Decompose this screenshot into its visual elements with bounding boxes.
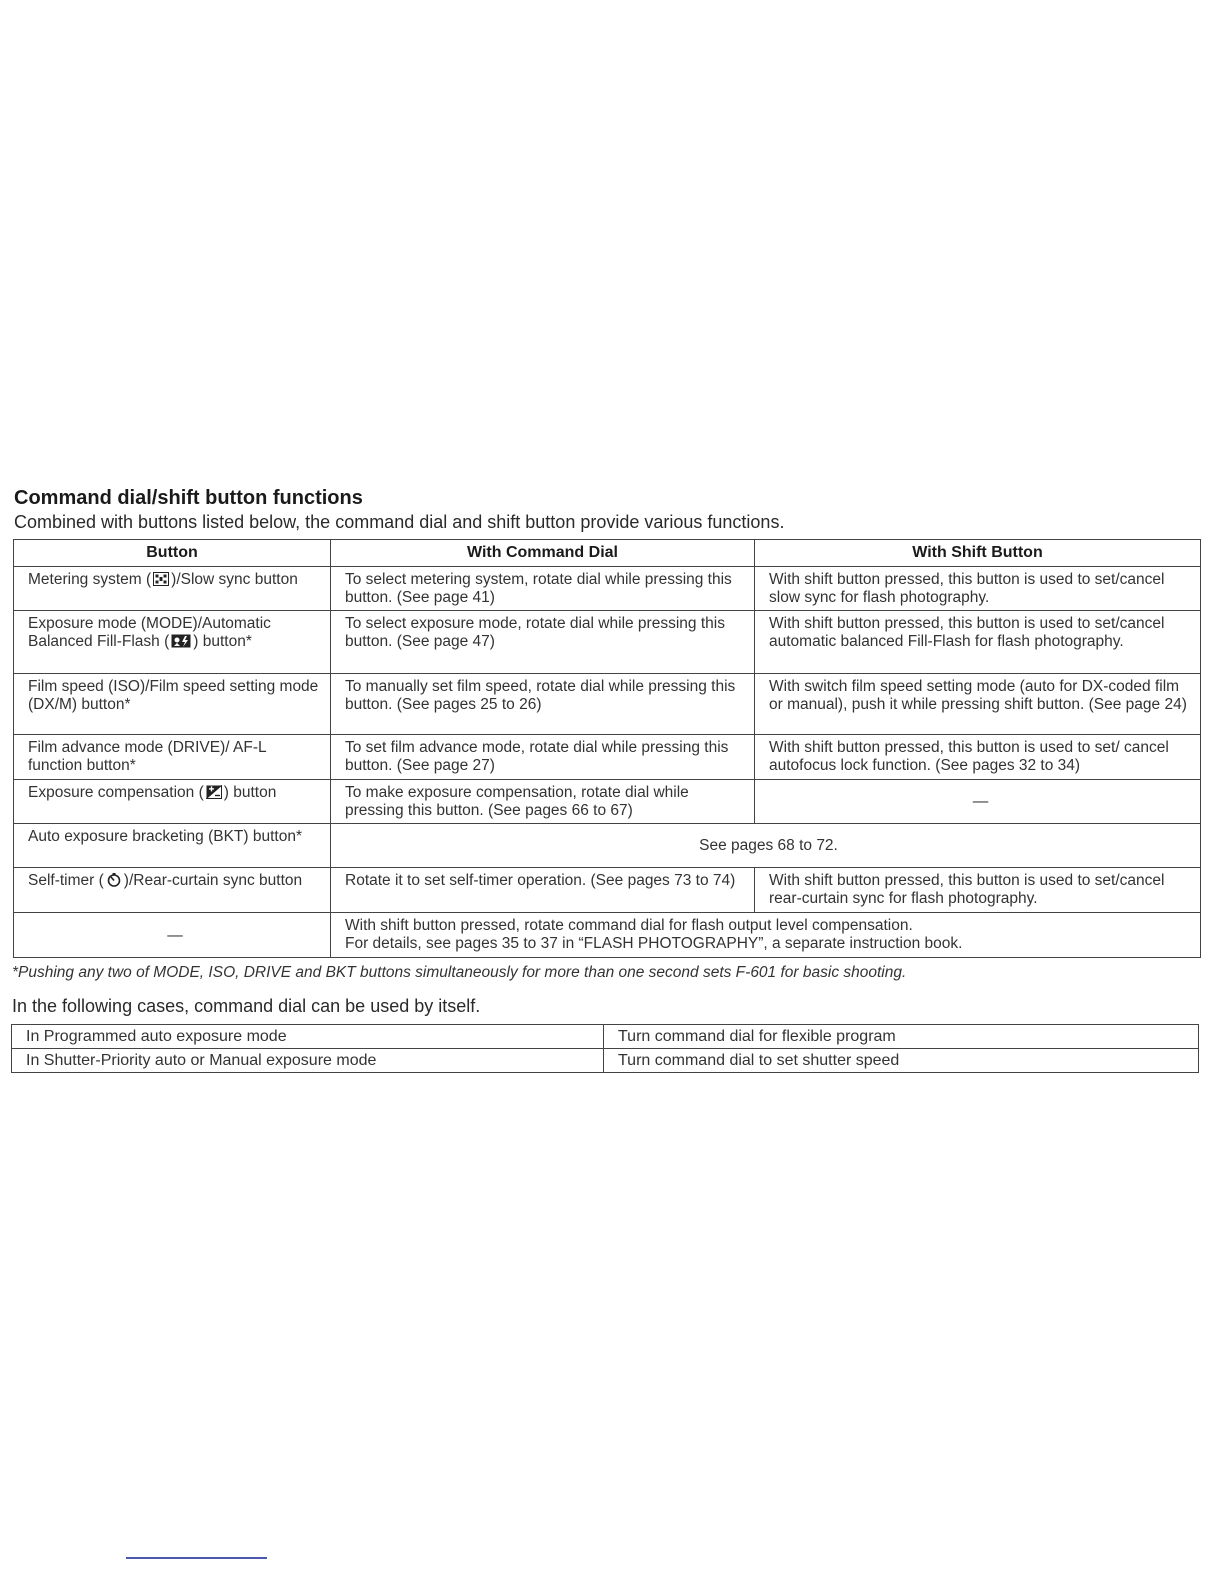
shift-button-cell: — (755, 780, 1201, 824)
command-dial-cell: To make exposure compensation, rotate dial while pressing this button. (See pages 66 to 67) (331, 780, 755, 824)
shift-button-cell: With shift button pressed, this button is used to set/cancel slow sync for flash photography. (755, 567, 1201, 611)
button-cell: — (14, 913, 331, 958)
action-cell: Turn command dial for flexible program (604, 1025, 1199, 1049)
header-command-dial: With Command Dial (331, 540, 755, 567)
section-title: Command dial/shift button functions (14, 487, 363, 509)
table-row (14, 824, 1201, 868)
table-row (14, 611, 1201, 674)
table-row (14, 567, 1201, 611)
button-functions-table (13, 539, 1201, 958)
table-row (14, 868, 1201, 913)
button-cell: Auto exposure bracketing (BKT) button* (14, 824, 331, 868)
command-dial-cell: To select metering system, rotate dial while pressing this button. (See page 41) (331, 567, 755, 611)
exposure-compensation-icon (206, 785, 222, 799)
table-row (14, 780, 1201, 824)
shift-button-cell: With switch film speed setting mode (auto for DX-coded film or manual), push it while pressing shift button. (See page 24) (755, 674, 1201, 735)
combined-line: For details, see pages 35 to 37 in “FLASH PHOTOGRAPHY”, a separate instruction book. (345, 935, 963, 952)
header-shift-button: With Shift Button (755, 540, 1201, 567)
shift-button-cell: With shift button pressed, this button is used to set/cancel automatic balanced Fill-Flash for flash photography. (755, 611, 1201, 674)
fill-flash-icon (171, 634, 191, 648)
button-cell: Self-timer ( )/Rear-curtain sync button (14, 868, 331, 913)
shift-button-cell: With shift button pressed, this button is used to set/cancel rear-curtain sync for flash photography. (755, 868, 1201, 913)
section-intro: Combined with buttons listed below, the command dial and shift button provide various functions. (14, 512, 785, 532)
combined-cell (331, 913, 1201, 958)
self-timer-icon (106, 873, 122, 887)
table-row (14, 735, 1201, 780)
cases-intro: In the following cases, command dial can be used by itself. (12, 996, 481, 1016)
button-cell: Film speed (ISO)/Film speed setting mode (DX/M) button* (14, 674, 331, 735)
command-dial-cell: To manually set film speed, rotate dial while pressing this button. (See pages 25 to 26) (331, 674, 755, 735)
table-row (12, 1049, 1199, 1073)
table-row (12, 1025, 1199, 1049)
bottom-rule (126, 1557, 267, 1559)
mode-cell: In Programmed auto exposure mode (12, 1025, 604, 1049)
standalone-dial-table (11, 1024, 1199, 1073)
button-cell: Film advance mode (DRIVE)/ AF-L function button* (14, 735, 331, 780)
command-dial-cell: To select exposure mode, rotate dial while pressing this button. (See page 47) (331, 611, 755, 674)
footnote: *Pushing any two of MODE, ISO, DRIVE and BKT buttons simultaneously for more than one second sets F-601 for basic shooting. (12, 964, 907, 981)
combined-cell: See pages 68 to 72. (331, 824, 1201, 868)
action-cell: Turn command dial to set shutter speed (604, 1049, 1199, 1073)
mode-cell: In Shutter-Priority auto or Manual exposure mode (12, 1049, 604, 1073)
command-dial-cell: To set film advance mode, rotate dial while pressing this button. (See page 27) (331, 735, 755, 780)
shift-button-cell: With shift button pressed, this button is used to set/ cancel autofocus lock function. (See pages 32 to 34) (755, 735, 1201, 780)
button-cell: Exposure compensation ( ) button (14, 780, 331, 824)
table-header-row (14, 540, 1201, 567)
header-button: Button (14, 540, 331, 567)
button-cell: Exposure mode (MODE)/Automatic Balanced Fill-Flash ( ) button* (14, 611, 331, 674)
matrix-metering-icon (153, 572, 169, 586)
table-row (14, 674, 1201, 735)
command-dial-cell: Rotate it to set self-timer operation. (See pages 73 to 74) (331, 868, 755, 913)
table-row (14, 913, 1201, 958)
combined-line: With shift button pressed, rotate command dial for flash output level compensation. (345, 917, 913, 934)
button-cell: Metering system ( )/Slow sync button (14, 567, 331, 611)
